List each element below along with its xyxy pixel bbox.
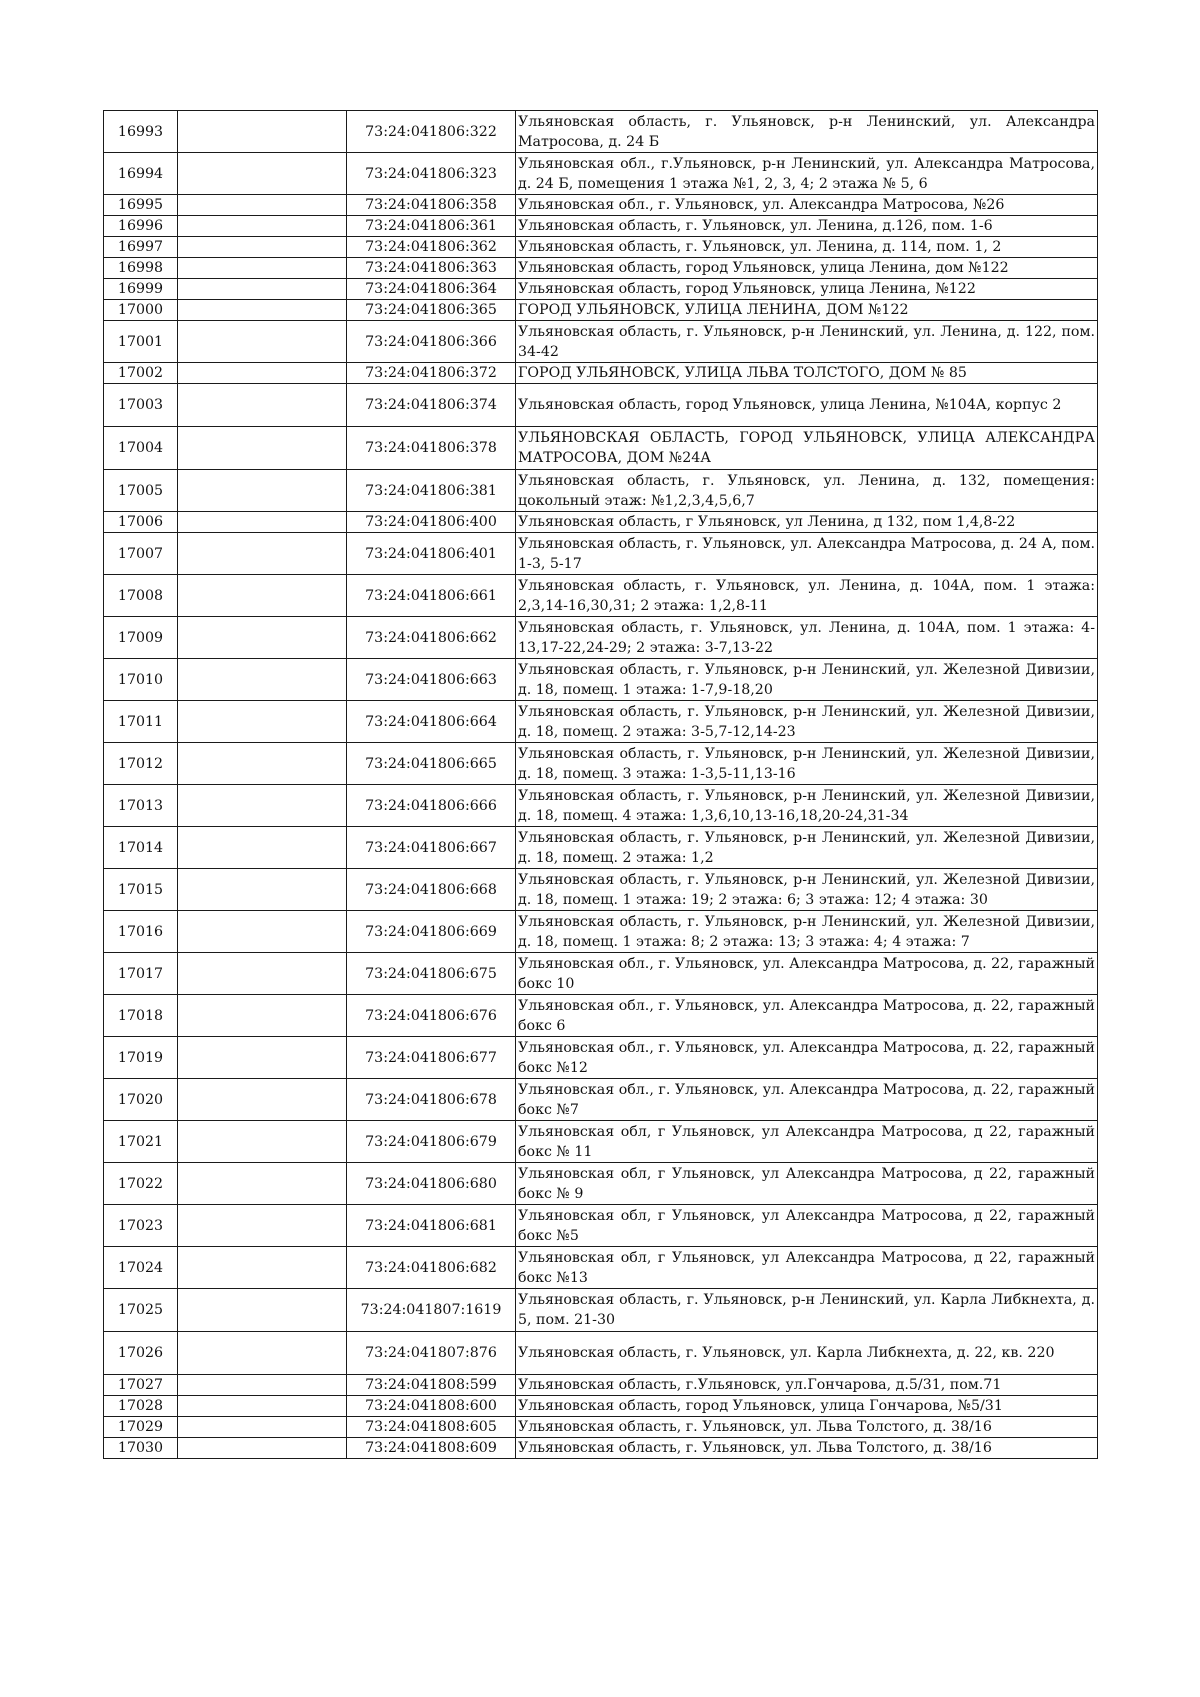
- empty-cell: [178, 512, 347, 533]
- cadastral-number-cell: 73:24:041806:381: [347, 470, 516, 512]
- empty-cell: [178, 1332, 347, 1375]
- row-number-cell: 17026: [104, 1332, 178, 1375]
- table-row: [104, 470, 1098, 512]
- empty-cell: [178, 300, 347, 321]
- row-number-cell: 17006: [104, 512, 178, 533]
- cadastral-number-cell: 73:24:041806:366: [347, 321, 516, 363]
- cadastral-number-cell: 73:24:041806:378: [347, 427, 516, 470]
- table-row: [104, 363, 1098, 384]
- cadastral-number-cell: 73:24:041806:664: [347, 701, 516, 743]
- cadastral-number-cell: 73:24:041806:374: [347, 384, 516, 427]
- empty-cell: [178, 953, 347, 995]
- cadastral-number-cell: 73:24:041806:400: [347, 512, 516, 533]
- address-cell: Ульяновская область, г. Ульяновск, р-н Ленинский, ул. Железной Дивизии, д. 18, помещ. 4 этажа: 1,3,6,10,13-16,18,20-24,31-34: [516, 785, 1098, 827]
- cadastral-number-cell: 73:24:041806:362: [347, 237, 516, 258]
- row-number-cell: 16998: [104, 258, 178, 279]
- empty-cell: [178, 1163, 347, 1205]
- empty-cell: [178, 1205, 347, 1247]
- address-cell: Ульяновская область, г. Ульяновск, ул. Карла Либкнехта, д. 22, кв. 220: [516, 1332, 1098, 1375]
- cadastral-number-cell: 73:24:041807:1619: [347, 1289, 516, 1332]
- table-row: [104, 533, 1098, 575]
- address-cell: Ульяновская область, г. Ульяновск, ул. Льва Толстого, д. 38/16: [516, 1438, 1098, 1459]
- empty-cell: [178, 279, 347, 300]
- empty-cell: [178, 1375, 347, 1396]
- cadastral-number-cell: 73:24:041806:675: [347, 953, 516, 995]
- address-cell: Ульяновская область, г. Ульяновск, ул. Ленина, д.126, пом. 1-6: [516, 216, 1098, 237]
- row-number-cell: 17009: [104, 617, 178, 659]
- row-number-cell: 17017: [104, 953, 178, 995]
- row-number-cell: 17015: [104, 869, 178, 911]
- cadastral-number-cell: 73:24:041806:323: [347, 153, 516, 195]
- cadastral-number-cell: 73:24:041806:668: [347, 869, 516, 911]
- address-cell: Ульяновская обл., г. Ульяновск, ул. Александра Матросова, №26: [516, 195, 1098, 216]
- row-number-cell: 17002: [104, 363, 178, 384]
- table-row: [104, 743, 1098, 785]
- address-cell: Ульяновская обл., г.Ульяновск, р-н Ленинский, ул. Александра Матросова, д. 24 Б, помещения 1 этажа №1, 2, 3, 4; 2 этажа № 5, 6: [516, 153, 1098, 195]
- table-row: [104, 1121, 1098, 1163]
- address-cell: Ульяновская обл, г Ульяновск, ул Александра Матросова, д 22, гаражный бокс №5: [516, 1205, 1098, 1247]
- cadastral-number-cell: 73:24:041806:364: [347, 279, 516, 300]
- empty-cell: [178, 427, 347, 470]
- row-number-cell: 16996: [104, 216, 178, 237]
- row-number-cell: 17018: [104, 995, 178, 1037]
- empty-cell: [178, 111, 347, 153]
- cadastral-number-cell: 73:24:041806:358: [347, 195, 516, 216]
- table-row: [104, 216, 1098, 237]
- row-number-cell: 17020: [104, 1079, 178, 1121]
- row-number-cell: 17004: [104, 427, 178, 470]
- cadastral-number-cell: 73:24:041806:401: [347, 533, 516, 575]
- empty-cell: [178, 1121, 347, 1163]
- row-number-cell: 17014: [104, 827, 178, 869]
- address-cell: Ульяновская обл., г. Ульяновск, ул. Александра Матросова, д. 22, гаражный бокс №7: [516, 1079, 1098, 1121]
- address-cell: Ульяновская область, г. Ульяновск, р-н Ленинский, ул. Железной Дивизии, д. 18, помещ. 1 этажа: 1-7,9-18,20: [516, 659, 1098, 701]
- table-row: [104, 869, 1098, 911]
- cadastral-number-cell: 73:24:041806:677: [347, 1037, 516, 1079]
- table-row: [104, 279, 1098, 300]
- address-cell: Ульяновская область, г. Ульяновск, ул. Ленина, д. 104А, пом. 1 этажа: 2,3,14-16,30,31; 2 этажа: 1,2,8-11: [516, 575, 1098, 617]
- cadastral-number-cell: 73:24:041806:680: [347, 1163, 516, 1205]
- empty-cell: [178, 1438, 347, 1459]
- table-row: [104, 911, 1098, 953]
- table-row: [104, 512, 1098, 533]
- table-row: [104, 111, 1098, 153]
- cadastral-number-cell: 73:24:041806:322: [347, 111, 516, 153]
- address-cell: УЛЬЯНОВСКАЯ ОБЛАСТЬ, ГОРОД УЛЬЯНОВСК, УЛИЦА АЛЕКСАНДРА МАТРОСОВА, ДОМ №24А: [516, 427, 1098, 470]
- empty-cell: [178, 363, 347, 384]
- row-number-cell: 16994: [104, 153, 178, 195]
- row-number-cell: 17023: [104, 1205, 178, 1247]
- cadastral-number-cell: 73:24:041806:682: [347, 1247, 516, 1289]
- empty-cell: [178, 470, 347, 512]
- empty-cell: [178, 1037, 347, 1079]
- cadastral-number-cell: 73:24:041806:662: [347, 617, 516, 659]
- address-cell: Ульяновская область, г. Ульяновск, р-н Ленинский, ул. Железной Дивизии, д. 18, помещ. 1 этажа: 19; 2 этажа: 6; 3 этажа: 12; 4 этажа: 30: [516, 869, 1098, 911]
- empty-cell: [178, 575, 347, 617]
- row-number-cell: 17025: [104, 1289, 178, 1332]
- address-cell: Ульяновская область, город Ульяновск, улица Гончарова, №5/31: [516, 1396, 1098, 1417]
- address-cell: Ульяновская область, г. Ульяновск, ул. Ленина, д. 114, пом. 1, 2: [516, 237, 1098, 258]
- row-number-cell: 17019: [104, 1037, 178, 1079]
- row-number-cell: 17027: [104, 1375, 178, 1396]
- row-number-cell: 17001: [104, 321, 178, 363]
- address-cell: Ульяновская область, г. Ульяновск, р-н Ленинский, ул. Железной Дивизии, д. 18, помещ. 1 этажа: 8; 2 этажа: 13; 3 этажа: 4; 4 этажа: 7: [516, 911, 1098, 953]
- row-number-cell: 17022: [104, 1163, 178, 1205]
- empty-cell: [178, 911, 347, 953]
- table-row: [104, 953, 1098, 995]
- cadastral-number-cell: 73:24:041806:661: [347, 575, 516, 617]
- empty-cell: [178, 1289, 347, 1332]
- table-row: [104, 300, 1098, 321]
- empty-cell: [178, 216, 347, 237]
- cadastral-number-cell: 73:24:041808:599: [347, 1375, 516, 1396]
- empty-cell: [178, 1417, 347, 1438]
- row-number-cell: 17029: [104, 1417, 178, 1438]
- empty-cell: [178, 701, 347, 743]
- cadastral-number-cell: 73:24:041806:678: [347, 1079, 516, 1121]
- empty-cell: [178, 533, 347, 575]
- row-number-cell: 17010: [104, 659, 178, 701]
- cadastral-number-cell: 73:24:041808:609: [347, 1438, 516, 1459]
- row-number-cell: 17028: [104, 1396, 178, 1417]
- row-number-cell: 17013: [104, 785, 178, 827]
- row-number-cell: 16995: [104, 195, 178, 216]
- address-cell: Ульяновская обл, г Ульяновск, ул Александра Матросова, д 22, гаражный бокс №13: [516, 1247, 1098, 1289]
- empty-cell: [178, 1079, 347, 1121]
- cadastral-number-cell: 73:24:041808:600: [347, 1396, 516, 1417]
- empty-cell: [178, 1247, 347, 1289]
- cadastral-number-cell: 73:24:041806:663: [347, 659, 516, 701]
- table-row: [104, 575, 1098, 617]
- cadastral-number-cell: 73:24:041806:666: [347, 785, 516, 827]
- empty-cell: [178, 384, 347, 427]
- empty-cell: [178, 237, 347, 258]
- empty-cell: [178, 995, 347, 1037]
- empty-cell: [178, 827, 347, 869]
- empty-cell: [178, 869, 347, 911]
- table-row: [104, 1438, 1098, 1459]
- address-cell: Ульяновская область, г. Ульяновск, р-н Ленинский, ул. Ленина, д. 122, пом. 34-42: [516, 321, 1098, 363]
- table-row: [104, 827, 1098, 869]
- address-cell: Ульяновская обл., г. Ульяновск, ул. Александра Матросова, д. 22, гаражный бокс 6: [516, 995, 1098, 1037]
- row-number-cell: 17007: [104, 533, 178, 575]
- empty-cell: [178, 321, 347, 363]
- row-number-cell: 17005: [104, 470, 178, 512]
- empty-cell: [178, 659, 347, 701]
- table-row: [104, 1396, 1098, 1417]
- empty-cell: [178, 153, 347, 195]
- address-cell: Ульяновская обл, г Ульяновск, ул Александра Матросова, д 22, гаражный бокс № 11: [516, 1121, 1098, 1163]
- table-row: [104, 1247, 1098, 1289]
- row-number-cell: 17016: [104, 911, 178, 953]
- cadastral-number-cell: 73:24:041806:679: [347, 1121, 516, 1163]
- table-row: [104, 237, 1098, 258]
- table-row: [104, 785, 1098, 827]
- row-number-cell: 16997: [104, 237, 178, 258]
- table-row: [104, 659, 1098, 701]
- table-row: [104, 1417, 1098, 1438]
- address-cell: Ульяновская область, г. Ульяновск, р-н Ленинский, ул. Железной Дивизии, д. 18, помещ. 3 этажа: 1-3,5-11,13-16: [516, 743, 1098, 785]
- address-cell: Ульяновская область, город Ульяновск, улица Ленина, №122: [516, 279, 1098, 300]
- address-cell: ГОРОД УЛЬЯНОВСК, УЛИЦА ЛЕНИНА, ДОМ №122: [516, 300, 1098, 321]
- row-number-cell: 16999: [104, 279, 178, 300]
- address-cell: Ульяновская обл, г Ульяновск, ул Александра Матросова, д 22, гаражный бокс № 9: [516, 1163, 1098, 1205]
- registry-table-body: [104, 111, 1098, 1459]
- address-cell: Ульяновская область, г. Ульяновск, ул. Льва Толстого, д. 38/16: [516, 1417, 1098, 1438]
- table-row: [104, 1037, 1098, 1079]
- table-row: [104, 384, 1098, 427]
- table-row: [104, 995, 1098, 1037]
- table-row: [104, 153, 1098, 195]
- address-cell: ГОРОД УЛЬЯНОВСК, УЛИЦА ЛЬВА ТОЛСТОГО, ДОМ № 85: [516, 363, 1098, 384]
- table-row: [104, 617, 1098, 659]
- row-number-cell: 17021: [104, 1121, 178, 1163]
- cadastral-number-cell: 73:24:041806:667: [347, 827, 516, 869]
- table-row: [104, 1375, 1098, 1396]
- row-number-cell: 17000: [104, 300, 178, 321]
- address-cell: Ульяновская область, город Ульяновск, улица Ленина, №104А, корпус 2: [516, 384, 1098, 427]
- row-number-cell: 17011: [104, 701, 178, 743]
- row-number-cell: 17012: [104, 743, 178, 785]
- address-cell: Ульяновская область, г. Ульяновск, ул. Ленина, д. 104А, пом. 1 этажа: 4-13,17-22,24-29; 2 этажа: 3-7,13-22: [516, 617, 1098, 659]
- address-cell: Ульяновская область, г. Ульяновск, р-н Ленинский, ул. Карла Либкнехта, д. 5, пом. 21-30: [516, 1289, 1098, 1332]
- table-row: [104, 258, 1098, 279]
- table-row: [104, 427, 1098, 470]
- empty-cell: [178, 195, 347, 216]
- table-row: [104, 1205, 1098, 1247]
- row-number-cell: 16993: [104, 111, 178, 153]
- address-cell: Ульяновская обл., г. Ульяновск, ул. Александра Матросова, д. 22, гаражный бокс 10: [516, 953, 1098, 995]
- row-number-cell: 17030: [104, 1438, 178, 1459]
- cadastral-number-cell: 73:24:041806:372: [347, 363, 516, 384]
- address-cell: Ульяновская область, г. Ульяновск, ул. Александра Матросова, д. 24 А, пом. 1-3, 5-17: [516, 533, 1098, 575]
- table-row: [104, 321, 1098, 363]
- address-cell: Ульяновская область, г. Ульяновск, р-н Ленинский, ул. Железной Дивизии, д. 18, помещ. 2 этажа: 3-5,7-12,14-23: [516, 701, 1098, 743]
- cadastral-number-cell: 73:24:041806:669: [347, 911, 516, 953]
- empty-cell: [178, 258, 347, 279]
- table-row: [104, 701, 1098, 743]
- cadastral-number-cell: 73:24:041806:361: [347, 216, 516, 237]
- address-cell: Ульяновская область, г. Ульяновск, р-н Ленинский, ул. Железной Дивизии, д. 18, помещ. 2 этажа: 1,2: [516, 827, 1098, 869]
- address-cell: Ульяновская область, г. Ульяновск, ул. Ленина, д. 132, помещения: цокольный этаж: №1,2,3,4,5,6,7: [516, 470, 1098, 512]
- cadastral-number-cell: 73:24:041807:876: [347, 1332, 516, 1375]
- empty-cell: [178, 1396, 347, 1417]
- property-registry-table: [103, 110, 1098, 1459]
- table-row: [104, 1332, 1098, 1375]
- cadastral-number-cell: 73:24:041806:665: [347, 743, 516, 785]
- address-cell: Ульяновская обл., г. Ульяновск, ул. Александра Матросова, д. 22, гаражный бокс №12: [516, 1037, 1098, 1079]
- table-row: [104, 1079, 1098, 1121]
- address-cell: Ульяновская область, г.Ульяновск, ул.Гончарова, д.5/31, пом.71: [516, 1375, 1098, 1396]
- table-row: [104, 1163, 1098, 1205]
- row-number-cell: 17008: [104, 575, 178, 617]
- row-number-cell: 17003: [104, 384, 178, 427]
- table-row: [104, 195, 1098, 216]
- empty-cell: [178, 617, 347, 659]
- cadastral-number-cell: 73:24:041806:676: [347, 995, 516, 1037]
- cadastral-number-cell: 73:24:041806:365: [347, 300, 516, 321]
- row-number-cell: 17024: [104, 1247, 178, 1289]
- address-cell: Ульяновская область, г. Ульяновск, р-н Ленинский, ул. Александра Матросова, д. 24 Б: [516, 111, 1098, 153]
- cadastral-number-cell: 73:24:041806:681: [347, 1205, 516, 1247]
- cadastral-number-cell: 73:24:041806:363: [347, 258, 516, 279]
- table-row: [104, 1289, 1098, 1332]
- empty-cell: [178, 785, 347, 827]
- address-cell: Ульяновская область, г Ульяновск, ул Ленина, д 132, пом 1,4,8-22: [516, 512, 1098, 533]
- empty-cell: [178, 743, 347, 785]
- address-cell: Ульяновская область, город Ульяновск, улица Ленина, дом №122: [516, 258, 1098, 279]
- cadastral-number-cell: 73:24:041808:605: [347, 1417, 516, 1438]
